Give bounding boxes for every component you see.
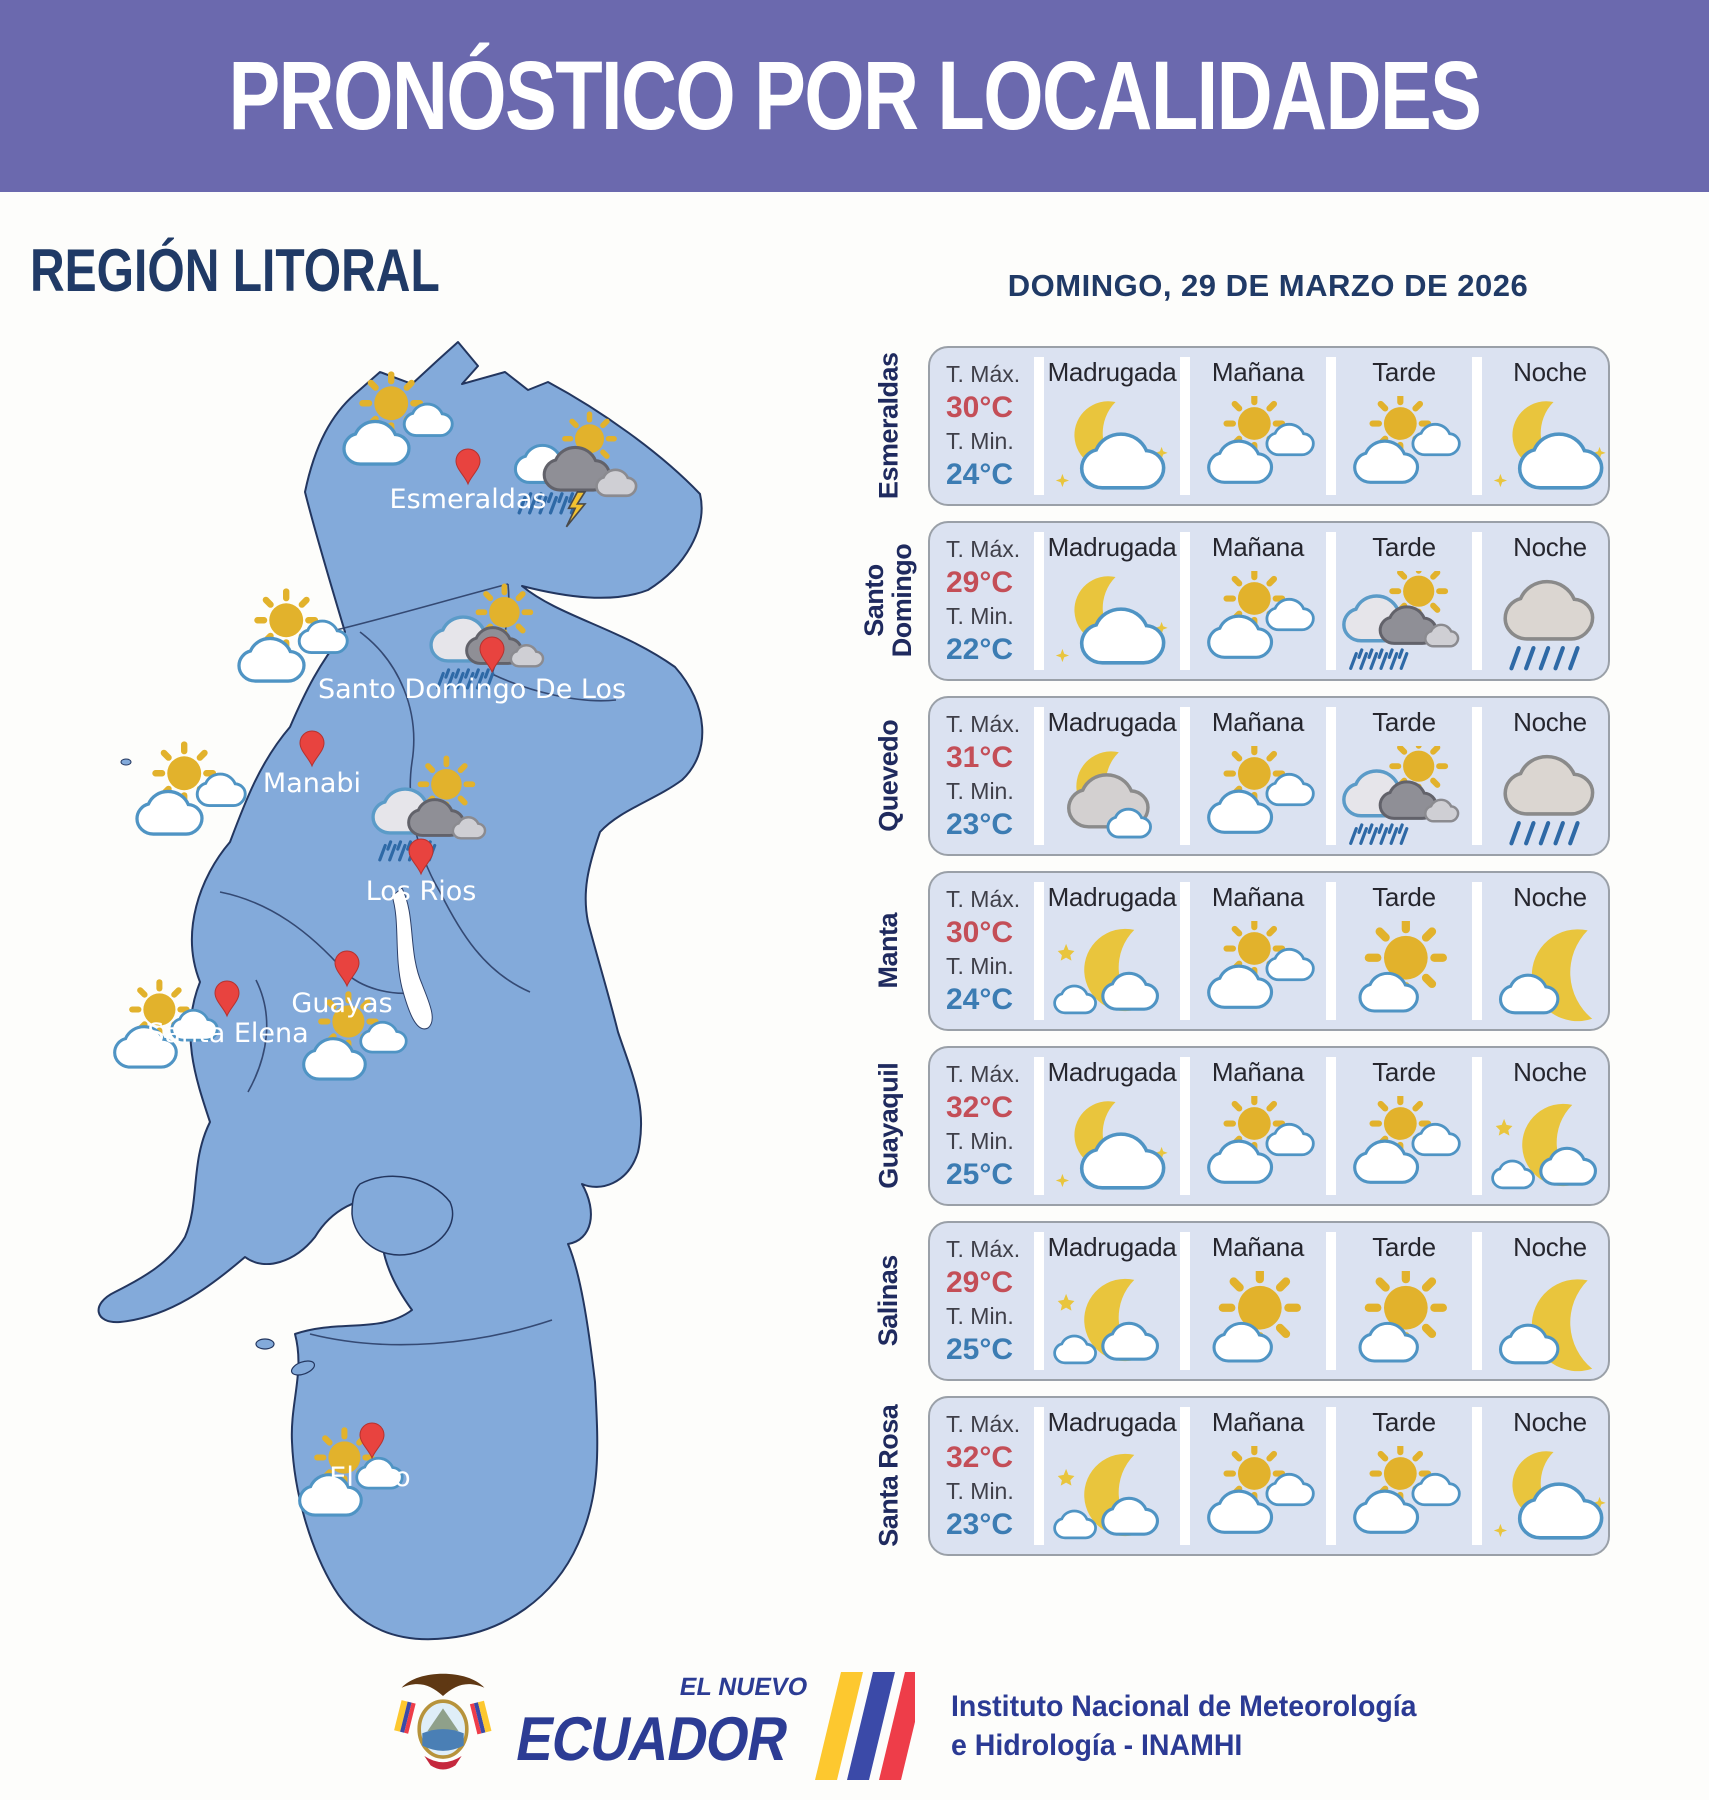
temperature-col	[930, 1048, 1034, 1204]
forecast-card-guayaquil	[928, 1046, 1610, 1206]
period-header: Mañana	[1211, 1407, 1305, 1437]
sun-clouds-icon	[1336, 1438, 1472, 1554]
column-divider	[1326, 1407, 1336, 1545]
city-name-label	[861, 544, 916, 657]
column-divider	[1034, 707, 1044, 845]
column-divider	[1180, 1232, 1190, 1370]
column-divider	[1472, 882, 1482, 1020]
period-header: Noche	[1513, 1232, 1587, 1262]
logo-top-text: EL NUEVO	[677, 1673, 810, 1701]
tmax-value: 29°C	[946, 565, 1014, 599]
forecast-row-salinas	[850, 1221, 1610, 1381]
tmax-value: 31°C	[946, 740, 1014, 774]
period-col-noche	[1482, 698, 1610, 854]
temperature-col	[930, 1398, 1034, 1554]
tmin-label: T. Min.	[946, 1127, 1014, 1154]
sun-clouds-icon	[1190, 388, 1326, 504]
sun-rain-icon	[1336, 738, 1472, 854]
column-divider	[1326, 532, 1336, 670]
moon-big-cloud-icon	[1482, 1263, 1610, 1379]
temperature-col	[930, 873, 1034, 1029]
tmin-label: T. Min.	[946, 602, 1014, 629]
period-header: Madrugada	[1047, 1407, 1177, 1437]
column-divider	[1180, 1057, 1190, 1195]
forecast-row-quevedo	[850, 696, 1610, 856]
period-header: Tarde	[1372, 1232, 1436, 1262]
column-divider	[1180, 707, 1190, 845]
column-divider	[1472, 707, 1482, 845]
period-header: Noche	[1513, 882, 1587, 912]
city-name-line: Salinas	[873, 1255, 904, 1347]
map-label-esmeraldas: Esmeraldas	[389, 484, 547, 515]
rain-icon	[1482, 738, 1610, 854]
period-header: Tarde	[1372, 357, 1436, 387]
sun-clouds-icon	[1190, 1438, 1326, 1554]
period-header: Mañana	[1211, 1232, 1305, 1262]
tmax-label: T. Máx.	[946, 1060, 1021, 1087]
tmax-label: T. Máx.	[946, 885, 1021, 912]
city-name-line: Guayaquil	[873, 1062, 904, 1190]
moon-cloud-icon	[1482, 1438, 1610, 1554]
period-header: Tarde	[1372, 532, 1436, 562]
city-label-col	[850, 1221, 928, 1381]
period-header: Mañana	[1211, 707, 1305, 737]
period-col-tarde	[1336, 348, 1472, 504]
city-name-label	[875, 913, 903, 989]
region-map	[60, 332, 820, 1662]
period-header: Madrugada	[1047, 707, 1177, 737]
period-col-ma-ana	[1190, 1223, 1326, 1379]
city-name-line: Domingo	[887, 544, 918, 658]
tmax-label: T. Máx.	[946, 1410, 1021, 1437]
institute-line2: e Hidrología - INAMHI	[951, 1729, 1243, 1762]
city-label-col	[850, 346, 928, 506]
tmax-label: T. Máx.	[946, 1235, 1021, 1262]
sun-rain-icon	[1336, 563, 1472, 679]
institute-line1: Instituto Nacional de Meteorología	[951, 1690, 1417, 1723]
period-col-madrugada	[1044, 348, 1180, 504]
tmax-value: 30°C	[946, 915, 1014, 949]
ecuador-coat-of-arms	[393, 1667, 493, 1785]
forecast-row-manta	[850, 871, 1610, 1031]
city-name-label	[875, 1405, 903, 1547]
column-divider	[1472, 532, 1482, 670]
temperature-col	[930, 1223, 1034, 1379]
flag-stripes-icon	[811, 1666, 915, 1786]
moon-gray-cloud-icon	[1044, 738, 1180, 854]
forecast-row-guayaquil	[850, 1046, 1610, 1206]
period-header: Noche	[1513, 1057, 1587, 1087]
forecast-card-salinas	[928, 1221, 1610, 1381]
period-col-madrugada	[1044, 1398, 1180, 1554]
period-header: Noche	[1513, 357, 1587, 387]
tmin-value: 24°C	[946, 457, 1014, 491]
moon-stars-clouds-icon	[1044, 1438, 1180, 1554]
map-label-los-rios: Los Rios	[365, 876, 477, 907]
city-name-label	[875, 353, 903, 500]
tmax-value: 29°C	[946, 1265, 1014, 1299]
column-divider	[1472, 357, 1482, 495]
map-label-santa-elena: Santa Elena	[147, 1018, 309, 1049]
period-col-tarde	[1336, 698, 1472, 854]
city-label-col	[850, 696, 928, 856]
period-header: Tarde	[1372, 707, 1436, 737]
tmin-value: 25°C	[946, 1157, 1014, 1191]
period-col-ma-ana	[1190, 348, 1326, 504]
period-header: Tarde	[1372, 1057, 1436, 1087]
forecast-card-manta	[928, 871, 1610, 1031]
city-name-line: Esmeraldas	[873, 352, 904, 500]
city-name-line: Santa Rosa	[873, 1404, 904, 1548]
forecast-table	[850, 346, 1610, 1571]
period-header: Noche	[1513, 532, 1587, 562]
footer	[393, 1666, 1441, 1786]
period-col-madrugada	[1044, 523, 1180, 679]
city-name-label	[875, 1255, 903, 1346]
column-divider	[1472, 1407, 1482, 1545]
temperature-col	[930, 698, 1034, 854]
column-divider	[1034, 882, 1044, 1020]
column-divider	[1034, 532, 1044, 670]
header-banner	[0, 0, 1709, 192]
period-header: Madrugada	[1047, 1057, 1177, 1087]
moon-cloud-icon	[1044, 388, 1180, 504]
period-col-madrugada	[1044, 1048, 1180, 1204]
sun-clouds-icon	[1190, 913, 1326, 1029]
column-divider	[1180, 1407, 1190, 1545]
sun-big-cloud-icon	[1190, 1263, 1326, 1379]
temperature-col	[930, 348, 1034, 504]
map-label-guayas: Guayas	[291, 988, 393, 1019]
period-header: Noche	[1513, 707, 1587, 737]
period-col-ma-ana	[1190, 873, 1326, 1029]
period-col-tarde	[1336, 1048, 1472, 1204]
tmin-label: T. Min.	[946, 952, 1014, 979]
period-header: Madrugada	[1047, 357, 1177, 387]
page-title: PRONÓSTICO POR LOCALIDADES	[228, 41, 1481, 150]
period-header: Madrugada	[1047, 532, 1177, 562]
forecast-row-esmeraldas	[850, 346, 1610, 506]
period-col-noche	[1482, 1048, 1610, 1204]
forecast-card-esmeraldas	[928, 346, 1610, 506]
period-col-madrugada	[1044, 1223, 1180, 1379]
el-nuevo-ecuador-logo	[511, 1667, 811, 1785]
forecast-card-santo-domingo	[928, 521, 1610, 681]
moon-cloud-icon	[1044, 563, 1180, 679]
map-label-manabi: Manabi	[262, 768, 362, 799]
forecast-date: DOMINGO, 29 DE MARZO DE 2026	[1007, 268, 1529, 303]
moon-stars-clouds-icon	[1044, 1263, 1180, 1379]
forecast-card-santa-rosa	[928, 1396, 1610, 1556]
institute-name	[951, 1687, 1417, 1765]
city-name-line: Manta	[873, 913, 904, 989]
period-col-ma-ana	[1190, 698, 1326, 854]
tmin-value: 22°C	[946, 632, 1014, 666]
tmax-label: T. Máx.	[946, 360, 1021, 387]
period-col-madrugada	[1044, 873, 1180, 1029]
column-divider	[1326, 1232, 1336, 1370]
tmin-value: 25°C	[946, 1332, 1014, 1366]
period-header: Tarde	[1372, 1407, 1436, 1437]
period-col-noche	[1482, 1223, 1610, 1379]
sun-clouds-icon	[1190, 738, 1326, 854]
forecast-card-quevedo	[928, 696, 1610, 856]
tmin-value: 24°C	[946, 982, 1014, 1016]
column-divider	[1180, 357, 1190, 495]
city-name-line: Quevedo	[873, 719, 904, 833]
city-label-col	[850, 871, 928, 1031]
column-divider	[1472, 1057, 1482, 1195]
tmax-label: T. Máx.	[946, 535, 1021, 562]
tmin-value: 23°C	[946, 1507, 1014, 1541]
city-name-line: Santo	[859, 564, 890, 638]
period-col-noche	[1482, 523, 1610, 679]
logo-main-text: ECUADOR	[511, 1705, 794, 1774]
column-divider	[1180, 882, 1190, 1020]
sun-big-cloud-icon	[1336, 1263, 1472, 1379]
city-label-col	[850, 1046, 928, 1206]
tmax-label: T. Máx.	[946, 710, 1021, 737]
forecast-row-santo-domingo	[850, 521, 1610, 681]
period-col-ma-ana	[1190, 1398, 1326, 1554]
column-divider	[1180, 532, 1190, 670]
column-divider	[1326, 1057, 1336, 1195]
moon-cloud-icon	[1482, 388, 1610, 504]
period-col-madrugada	[1044, 698, 1180, 854]
tmin-label: T. Min.	[946, 1302, 1014, 1329]
period-header: Mañana	[1211, 882, 1305, 912]
period-header: Mañana	[1211, 1057, 1305, 1087]
column-divider	[1472, 1232, 1482, 1370]
region-title: REGIÓN LITORAL	[30, 237, 440, 304]
period-col-noche	[1482, 1398, 1610, 1554]
sun-clouds-icon	[1190, 1088, 1326, 1204]
column-divider	[1034, 357, 1044, 495]
tmax-value: 30°C	[946, 390, 1014, 424]
column-divider	[1034, 1057, 1044, 1195]
moon-stars-clouds-icon	[1044, 913, 1180, 1029]
map-label-santo-domingo-de-los: Santo Domingo De Los	[317, 674, 627, 705]
city-label-col	[850, 521, 928, 681]
sun-clouds-icon	[1336, 388, 1472, 504]
moon-stars-clouds-icon	[1482, 1088, 1610, 1204]
tmin-value: 23°C	[946, 807, 1014, 841]
period-col-noche	[1482, 873, 1610, 1029]
map-label-el-oro: El Oro	[329, 1462, 411, 1493]
period-header: Mañana	[1211, 532, 1305, 562]
city-name-label	[875, 720, 903, 832]
period-header: Madrugada	[1047, 882, 1177, 912]
tmin-label: T. Min.	[946, 427, 1014, 454]
period-col-tarde	[1336, 523, 1472, 679]
period-header: Tarde	[1372, 882, 1436, 912]
column-divider	[1034, 1232, 1044, 1370]
rain-icon	[1482, 563, 1610, 679]
sun-clouds-icon	[1336, 1088, 1472, 1204]
sun-clouds-icon	[1190, 563, 1326, 679]
column-divider	[1326, 707, 1336, 845]
period-col-ma-ana	[1190, 523, 1326, 679]
sun-big-cloud-icon	[1336, 913, 1472, 1029]
city-name-label	[875, 1063, 903, 1189]
tmin-label: T. Min.	[946, 777, 1014, 804]
period-header: Mañana	[1211, 357, 1305, 387]
period-col-tarde	[1336, 1398, 1472, 1554]
column-divider	[1326, 882, 1336, 1020]
column-divider	[1034, 1407, 1044, 1545]
period-col-ma-ana	[1190, 1048, 1326, 1204]
forecast-row-santa-rosa	[850, 1396, 1610, 1556]
period-header: Madrugada	[1047, 1232, 1177, 1262]
map-sun-clouds-icon	[137, 741, 245, 834]
temperature-col	[930, 523, 1034, 679]
tmin-label: T. Min.	[946, 1477, 1014, 1504]
period-header: Noche	[1513, 1407, 1587, 1437]
column-divider	[1326, 357, 1336, 495]
period-col-noche	[1482, 348, 1610, 504]
period-col-tarde	[1336, 1223, 1472, 1379]
period-col-tarde	[1336, 873, 1472, 1029]
tmax-value: 32°C	[946, 1090, 1014, 1124]
landmass	[99, 342, 703, 1639]
city-label-col	[850, 1396, 928, 1556]
moon-cloud-icon	[1044, 1088, 1180, 1204]
moon-big-cloud-icon	[1482, 913, 1610, 1029]
tmax-value: 32°C	[946, 1440, 1014, 1474]
